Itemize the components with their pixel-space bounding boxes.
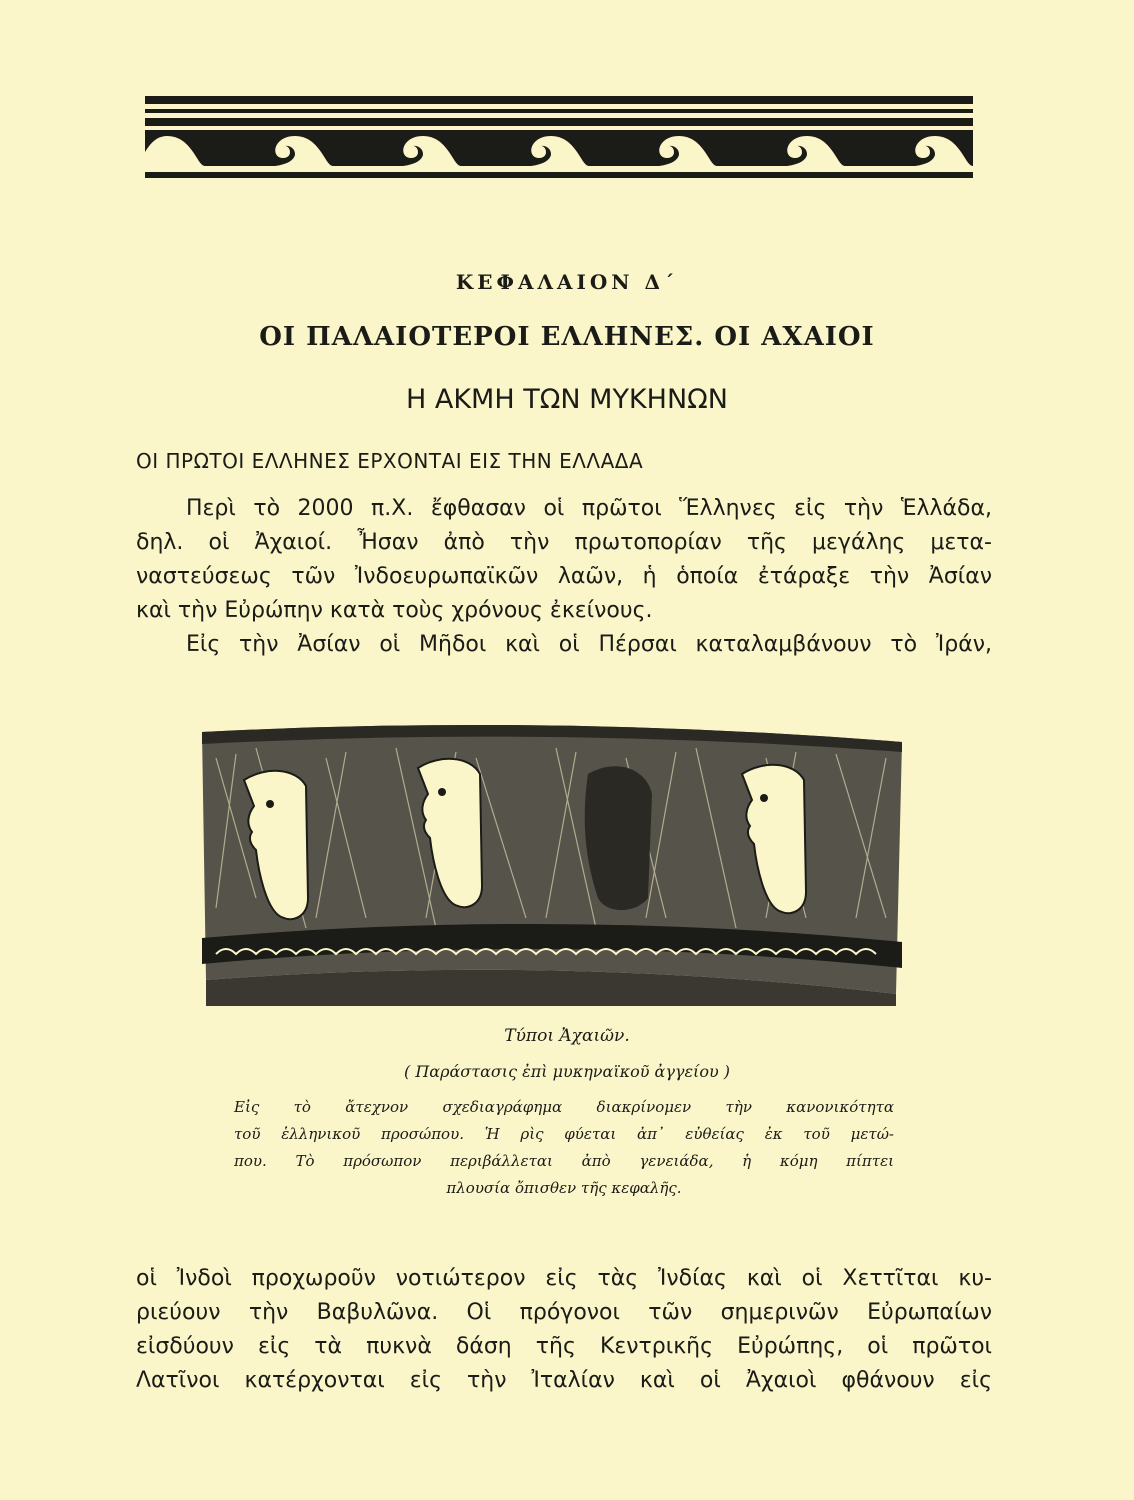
figure-caption-title: Τύποι Ἀχαιῶν. [504, 1026, 630, 1046]
text-line: ναστεύσεως τῶν Ἰνδοευρωπαϊκῶν λαῶν, ἡ ὁποία ἐτάραξε τὴν Ἀσίαν [136, 564, 992, 589]
caption-line: πλουσία ὄπισθεν τῆς κεφαλῆς. [446, 1179, 682, 1197]
text-line: Εἰς τὴν Ἀσίαν οἱ Μῆδοι καὶ οἱ Πέρσαι καταλαμβάνουν τὸ Ἰράν, [186, 632, 992, 657]
text-line: οἱ Ἰνδοὶ προχωροῦν νοτιώτερον εἰς τὰς Ἰνδίας καὶ οἱ Χεττῖται κυ- [136, 1266, 992, 1291]
text-line: καὶ τὴν Εὐρώπην κατὰ τοὺς χρόνους ἐκείνους. [136, 598, 653, 623]
chapter-subtitle: Η ΑΚΜΗ ΤΩΝ ΜΥΚΗΝΩΝ [406, 384, 728, 415]
chapter-label: ΚΕΦΑΛΑΙΟΝ Δ΄ [455, 270, 679, 294]
paragraph-1 [136, 492, 992, 662]
figure-caption-body [234, 1094, 894, 1202]
achaean-heads-illustration [196, 718, 908, 1006]
caption-line: τοῦ ἑλληνικοῦ προσώπου. Ἡ ρὶς φύεται ἀπ᾽ εὐθείας ἐκ τοῦ μετώ- [234, 1125, 894, 1143]
text-line: εἰσδύουν εἰς τὰ πυκνὰ δάση τῆς Κεντρικῆς Εὐρώπης, οἱ πρῶτοι [136, 1334, 992, 1359]
text-line: Λατῖνοι κατέρχονται εἰς τὴν Ἰταλίαν καὶ οἱ Ἀχαιοὶ φθάνουν εἰς [136, 1368, 992, 1393]
paragraph-2 [136, 1262, 992, 1398]
text-line: δηλ. οἱ Ἀχαιοί. Ἦσαν ἀπὸ τὴν πρωτοπορίαν τῆς μεγάλης μετα- [136, 530, 992, 555]
section-heading: ΟΙ ΠΡΩΤΟΙ ΕΛΛΗΝΕΣ ΕΡΧΟΝΤΑΙ ΕΙΣ ΤΗΝ ΕΛΛΑΔΑ [136, 449, 644, 473]
figure-caption-subtitle: ( Παράστασις ἐπὶ μυκηναϊκοῦ ἀγγείου ) [404, 1062, 730, 1081]
caption-line: Εἰς τὸ ἄτεχνον σχεδιαγράφημα διακρίνομεν τὴν κανονικότητα [234, 1098, 894, 1116]
wave-meander-ornament [145, 96, 973, 178]
text-line: ριεύουν τὴν Βαβυλῶνα. Οἱ πρόγονοι τῶν σημερινῶν Εὐρωπαίων [136, 1300, 992, 1325]
chapter-title: ΟΙ ΠΑΛΑΙΟΤΕΡΟΙ ΕΛΛΗΝΕΣ. ΟΙ ΑΧΑΙΟΙ [259, 322, 875, 352]
text-line: Περὶ τὸ 2000 π.Χ. ἔφθασαν οἱ πρῶτοι Ἕλληνες εἰς τὴν Ἑλλάδα, [186, 496, 992, 521]
caption-line: που. Τὸ πρόσωπον περιβάλλεται ἀπὸ γενειάδα, ἡ κόμη πίπτει [234, 1152, 894, 1170]
